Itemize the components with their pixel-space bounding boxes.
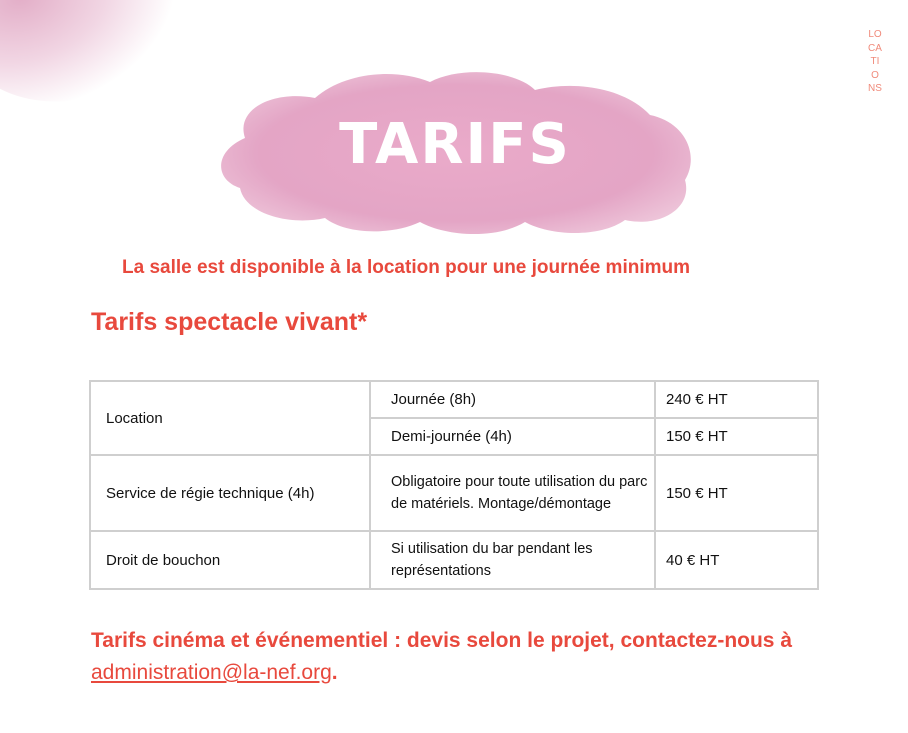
- technical-description: Obligatoire pour toute utilisation du parc de matériels. Montage/démontage: [370, 455, 655, 531]
- footer-note: [91, 625, 851, 689]
- footer-text: Tarifs cinéma et événementiel : devis selon le projet, contactez-nous à: [91, 629, 792, 652]
- location-half-day-price: 150 € HT: [655, 418, 818, 455]
- section-heading: Tarifs spectacle vivant*: [91, 308, 368, 336]
- corkage-description: Si utilisation du bar pendant les représentations: [370, 531, 655, 589]
- side-vertical-label: LOCATIONS: [868, 29, 882, 95]
- corkage-label: Droit de bouchon: [90, 531, 370, 589]
- contact-email-link[interactable]: administration@la-nef.org: [91, 661, 332, 684]
- corkage-price: 40 € HT: [655, 531, 818, 589]
- table-row: [90, 381, 818, 418]
- location-label: Location: [90, 381, 370, 455]
- technical-price: 150 € HT: [655, 455, 818, 531]
- footer-end: .: [331, 661, 338, 684]
- location-day-label: Journée (8h): [370, 381, 655, 418]
- page-title: TARIFS: [339, 112, 571, 177]
- availability-note: La salle est disponible à la location pour une journée minimum: [122, 257, 690, 278]
- location-half-day-label: Demi-journée (4h): [370, 418, 655, 455]
- table-row: [90, 531, 818, 589]
- technical-label: Service de régie technique (4h): [90, 455, 370, 531]
- pricing-table: [89, 380, 819, 590]
- location-day-price: 240 € HT: [655, 381, 818, 418]
- corner-watercolor-decoration: [0, 0, 194, 121]
- table-row: [90, 455, 818, 531]
